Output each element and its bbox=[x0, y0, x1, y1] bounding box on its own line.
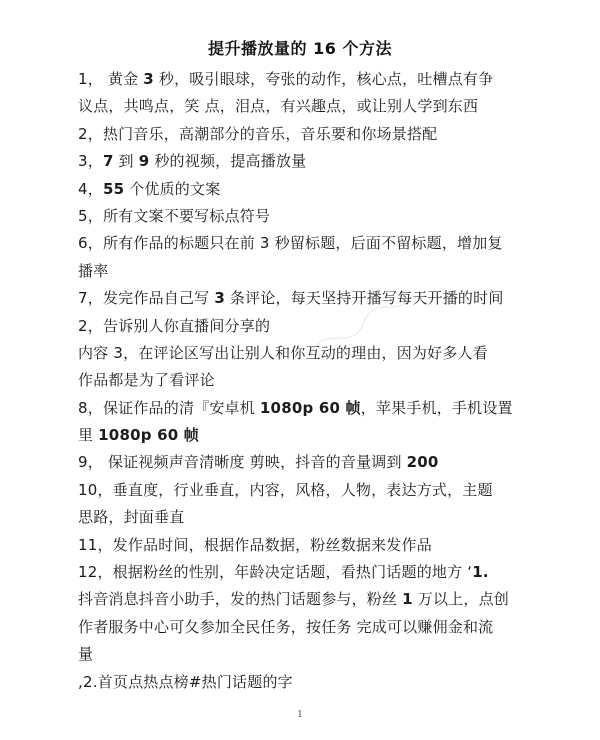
text-segment: 抖音消息抖音小助手，发的热门话题参与，粉丝 bbox=[78, 590, 403, 609]
text-line bbox=[78, 559, 548, 586]
text-line bbox=[78, 477, 548, 504]
page-number: 1 bbox=[297, 710, 303, 720]
bold-text-segment: 3 bbox=[143, 70, 154, 88]
text-line bbox=[78, 586, 548, 613]
text-line bbox=[78, 422, 548, 449]
bold-text-segment: 1. bbox=[472, 563, 489, 582]
text-line bbox=[78, 340, 548, 367]
text-segment: 量 bbox=[78, 645, 94, 664]
text-segment: 个优质的文案 bbox=[124, 179, 221, 198]
text-segment: 10，垂直度，行业垂直，内容，风格，人物，表达方式，主题 bbox=[78, 480, 493, 499]
text-line bbox=[78, 285, 548, 312]
text-segment: 5，所有文案不要写标点符号 bbox=[78, 206, 271, 225]
bold-text-segment: 7 bbox=[102, 152, 114, 171]
text-line bbox=[78, 93, 548, 120]
text-line bbox=[78, 504, 548, 531]
text-segment: 条评论，每天坚持开播写每天开播的时间 bbox=[224, 289, 504, 308]
text-segment: 8，保证作品的清『安卓机 bbox=[78, 398, 260, 417]
text-segment: 思路，封面垂直 bbox=[78, 508, 185, 527]
text-segment: 秒的视频，提高播放量 bbox=[149, 152, 307, 171]
text-segment: 1， 黄金 bbox=[78, 70, 144, 88]
text-segment: 3， bbox=[78, 152, 103, 171]
text-segment: 议点，共鸣点，笑 点，泪点，有兴趣点，或让别人学到东西 bbox=[78, 97, 479, 116]
document-body bbox=[78, 66, 548, 696]
text-segment: ,2.首页点热点榜#热门话题的字 bbox=[78, 672, 293, 691]
text-line bbox=[78, 148, 548, 175]
bold-text-segment: 9 bbox=[138, 152, 150, 171]
text-segment: 作品都是为了看评论 bbox=[78, 371, 215, 390]
text-segment: 内容 3，在评论区写出让别人和你互动的理由，因为好多人看 bbox=[78, 343, 488, 362]
text-segment: 11，发作品时间，根据作品数据，粉丝数据来发作品 bbox=[78, 535, 432, 554]
bold-text-segment: 200 bbox=[406, 453, 439, 472]
bold-text-segment: 1080p 60 帧 bbox=[98, 426, 199, 445]
text-segment: 2，热门音乐，高潮部分的音乐，音乐要和你场景搭配 bbox=[78, 124, 438, 143]
text-line bbox=[78, 313, 548, 340]
text-segment: 作者服务中心可夂参加全民任务，按任务 完成可以赚佣金和流 bbox=[78, 617, 494, 636]
text-segment: 6，所有作品的标题只在前 3 秒留标题，后面不留标题，增加复 bbox=[78, 234, 503, 253]
text-line bbox=[78, 367, 548, 394]
text-segment: 秒，吸引眼球，夸张的动作，核心点，吐槽点有争 bbox=[153, 70, 494, 88]
bold-text-segment: 3 bbox=[214, 289, 225, 308]
text-line bbox=[78, 176, 548, 203]
text-segment: 7，发完作品自己写 bbox=[78, 289, 215, 308]
text-line bbox=[78, 66, 548, 93]
text-segment: 里 bbox=[78, 426, 99, 445]
text-line bbox=[78, 614, 548, 641]
text-segment: 播率 bbox=[78, 261, 109, 280]
text-segment: 万以上，点创 bbox=[412, 590, 509, 609]
bold-text-segment: 55 bbox=[102, 179, 125, 198]
text-segment: 9， 保证视频声音清晰度 剪映，抖音的音量调到 bbox=[78, 453, 407, 472]
text-line bbox=[78, 532, 548, 559]
text-line bbox=[78, 449, 548, 476]
text-segment: 12，根据粉丝的性别，年龄决定话题，看热门话题的地方 ‘ bbox=[78, 563, 473, 582]
bold-text-segment: 1 bbox=[402, 590, 413, 609]
text-line bbox=[78, 258, 548, 285]
text-segment: 2，告诉别人你直播间分享的 bbox=[78, 316, 271, 335]
text-line bbox=[78, 669, 548, 696]
document-title: 提升播放量的 16 个方法 bbox=[208, 39, 392, 58]
text-line bbox=[78, 395, 548, 422]
text-segment: 到 bbox=[113, 152, 139, 171]
bold-text-segment: 1080p 60 帧 bbox=[259, 398, 361, 417]
text-line bbox=[78, 641, 548, 668]
text-line bbox=[78, 230, 548, 257]
text-segment: ，苹果手机，手机设置 bbox=[360, 398, 513, 417]
text-segment: 4， bbox=[78, 179, 103, 198]
text-line bbox=[78, 121, 548, 148]
text-line bbox=[78, 203, 548, 230]
